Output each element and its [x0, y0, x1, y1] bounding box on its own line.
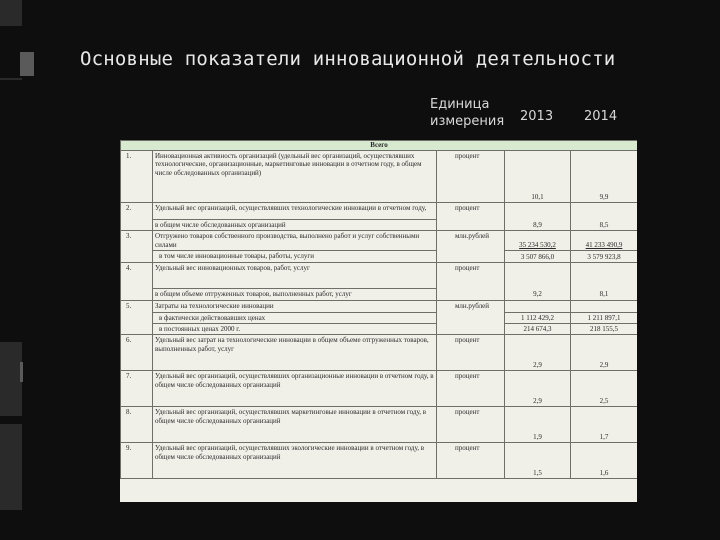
row-label: Удельный вес затрат на технологические инновации в общем объеме отгруженных товаров, выполненных работ, услуг — [153, 335, 437, 371]
value-2013: 35 234 530,2 — [505, 231, 571, 251]
row-number: 3. — [121, 231, 153, 263]
value-2014: 8,5 — [571, 203, 638, 231]
value-2013: 8,9 — [505, 203, 571, 231]
table-row — [121, 151, 638, 203]
row-unit: процент — [437, 151, 505, 203]
decor-bar-mid — [20, 52, 34, 76]
table-row — [121, 300, 638, 312]
table-row — [121, 312, 638, 323]
value-2014: 2,5 — [571, 371, 638, 407]
decor-bar-mid-dark — [0, 78, 22, 80]
decor-bar-top — [0, 0, 22, 26]
value-2014: 9,9 — [571, 151, 638, 203]
row-label-sub: в общем числе обследованных организаций — [153, 220, 437, 231]
value-2013: 1,5 — [505, 443, 571, 479]
value-2013-blank — [505, 300, 571, 312]
value-2013: 1,9 — [505, 407, 571, 443]
value-2013: 10,1 — [505, 151, 571, 203]
table-row — [121, 263, 638, 289]
table-header-total: Всего — [121, 141, 638, 151]
row-number: 1. — [121, 151, 153, 203]
row-unit: процент — [437, 407, 505, 443]
table-row — [121, 407, 638, 443]
value-2014: 1,6 — [571, 443, 638, 479]
row-number: 5. — [121, 300, 153, 335]
statistics-table-image — [120, 140, 637, 502]
row-unit: процент — [437, 203, 505, 231]
row-unit: процент — [437, 371, 505, 407]
value-2013: 2,9 — [505, 335, 571, 371]
header-unit: Единица измерения — [430, 97, 505, 129]
decor-bar-left-2 — [20, 362, 23, 382]
row-label-sub: в том числе инновационные товары, работы, услуги — [153, 251, 437, 263]
header-year-2014: 2014 — [584, 109, 618, 124]
row-number: 2. — [121, 203, 153, 231]
value-2013: 1 112 429,2 — [505, 312, 571, 323]
row-number: 4. — [121, 263, 153, 300]
value-2013: 9,2 — [505, 263, 571, 300]
value-2014: 41 233 490,9 — [571, 231, 638, 251]
row-unit: млн.рублей — [437, 300, 505, 335]
row-label: Затраты на технологические инновации — [153, 300, 437, 312]
value-2014: 8,1 — [571, 263, 638, 300]
table-row — [121, 443, 638, 479]
value-2014-blank — [571, 300, 638, 312]
value-2014: 1 211 897,1 — [571, 312, 638, 323]
row-label-sub: в общем объеме отгруженных товаров, выполненных работ, услуг — [153, 289, 437, 300]
row-label: Отгружено товаров собственного производства, выполнено работ и услуг собственными силами — [153, 231, 437, 251]
value-2014: 1,7 — [571, 407, 638, 443]
row-number: 8. — [121, 407, 153, 443]
table-header-row — [121, 141, 638, 151]
header-year-2013: 2013 — [520, 109, 554, 124]
row-label-sub: в фактически действовавших ценах — [153, 312, 437, 323]
value-2014: 3 579 923,8 — [571, 251, 638, 263]
decor-bar-left-1 — [0, 342, 22, 416]
row-label: Удельный вес организаций, осуществлявших экологические инновации в отчетном году, в общем числе обследованных организаций — [153, 443, 437, 479]
row-label: Удельный вес организаций, осуществлявших технологические инновации в отчетном году, — [153, 203, 437, 220]
table-row — [121, 371, 638, 407]
value-2014: 2,9 — [571, 335, 638, 371]
row-number: 7. — [121, 371, 153, 407]
row-label: Удельный вес организаций, осуществлявших маркетинговые инновации в отчетном году, в общем числе обследованных организаций — [153, 407, 437, 443]
value-2013: 214 674,3 — [505, 324, 571, 335]
row-number: 6. — [121, 335, 153, 371]
table-row — [121, 324, 638, 335]
row-unit: процент — [437, 263, 505, 300]
row-unit: млн.рублей — [437, 231, 505, 263]
row-unit: процент — [437, 443, 505, 479]
value-2013: 3 507 866,0 — [505, 251, 571, 263]
row-label: Удельный вес инновационных товаров, работ, услуг — [153, 263, 437, 289]
row-label-sub: в постоянных ценах 2000 г. — [153, 324, 437, 335]
row-label: Инновационная активность организаций (удельный вес организаций, осуществлявших технологические, организационные, маркетинговые инновации в отчетном году, в общем числе обследованных организаций) — [153, 151, 437, 203]
indicators-table — [120, 140, 637, 479]
table-row — [121, 335, 638, 371]
table-row — [121, 203, 638, 220]
value-2014: 218 155,5 — [571, 324, 638, 335]
row-number: 9. — [121, 443, 153, 479]
row-unit: процент — [437, 335, 505, 371]
row-label: Удельный вес организаций, осуществлявших организационные инновации в отчетном году, в общем числе обследованных организаций — [153, 371, 437, 407]
table-row — [121, 251, 638, 263]
decor-bar-left-3 — [0, 424, 22, 510]
value-2013: 2,9 — [505, 371, 571, 407]
slide-title: Основные показатели инновационной деятельности — [80, 48, 616, 70]
table-row — [121, 231, 638, 251]
